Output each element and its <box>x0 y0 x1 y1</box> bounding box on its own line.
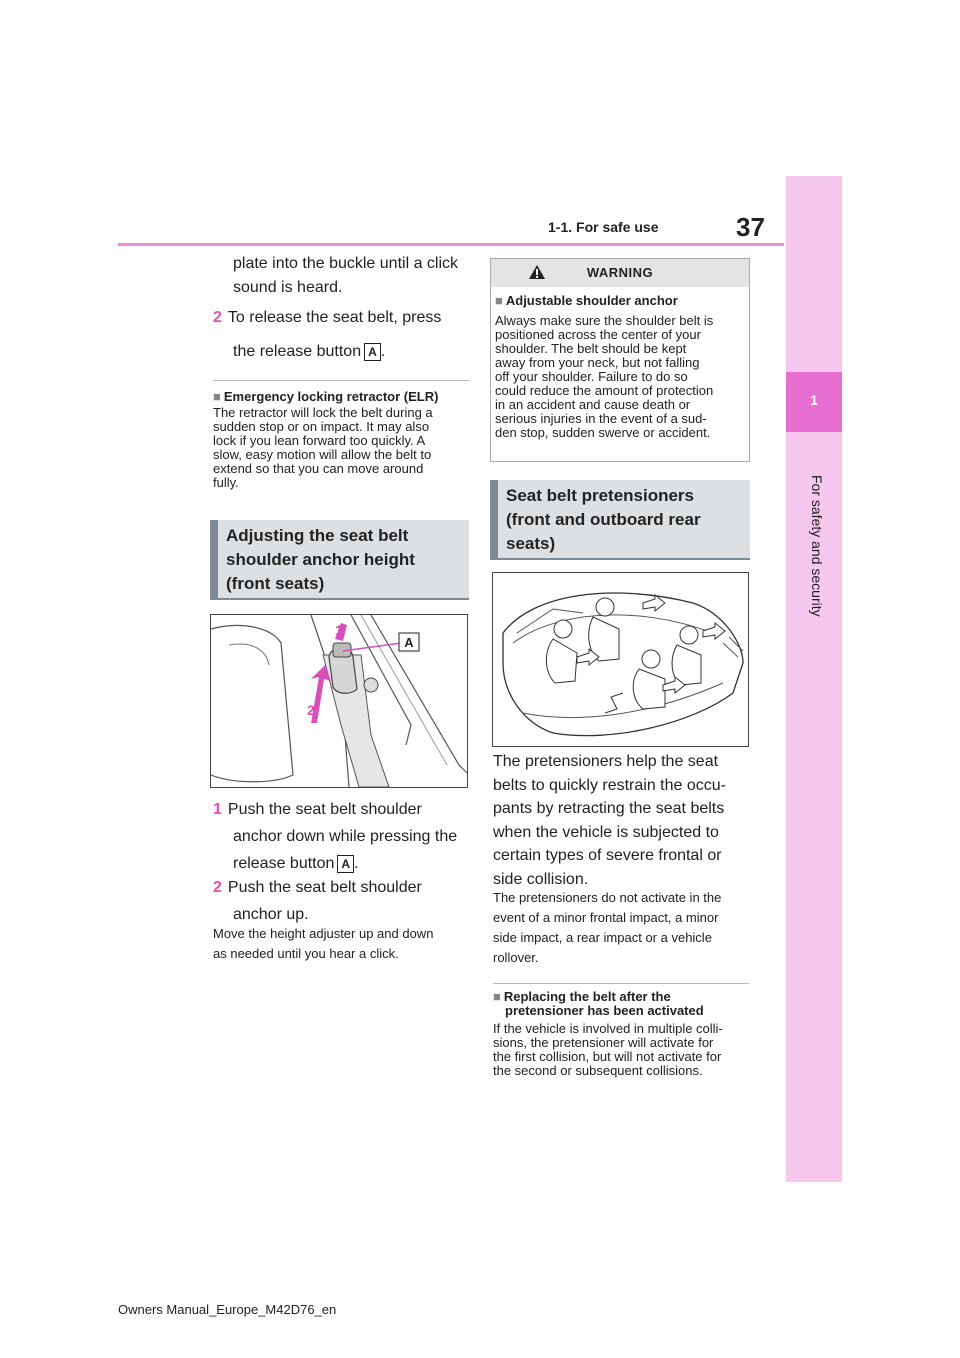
divider <box>213 380 469 381</box>
header-rule <box>118 243 784 246</box>
pretensioner-figure <box>492 572 749 747</box>
step-number: 1 <box>213 801 222 818</box>
footer-text: Owners Manual_Europe_M42D76_en <box>118 1302 337 1317</box>
anchor-figure <box>210 614 468 788</box>
anchor-illustration <box>211 615 467 787</box>
chapter-side-tab <box>786 176 842 1182</box>
fig-label-a: A <box>404 635 414 650</box>
chapter-label: For safety and security <box>809 475 825 617</box>
page-number: 37 <box>736 212 765 242</box>
section-title: 1-1. For safe use <box>548 219 659 235</box>
adjust-note: Move the height adjuster up and down as needed until you hear a click. <box>213 926 434 961</box>
step-continued: plate into the buckle until a click sound is heard. <box>233 255 459 296</box>
replace-text: If the vehicle is involved in multiple colli- sions, the pretensioner will activate for the first collision, but will not activate for the second or subsequent collisions. <box>493 1021 723 1078</box>
warning-subheading: ■ Adjustable shoulder anchor <box>495 293 678 308</box>
chapter-number: 1 <box>810 392 818 408</box>
warning-box <box>490 258 750 462</box>
elr-heading: ■ Emergency locking retractor (ELR) <box>213 389 439 404</box>
divider <box>493 983 749 984</box>
warning-text: Always make sure the shoulder belt is positioned across the center of your shoulder. The belt should be kept away from your neck, but not falling off your shoulder. Failure to do so could reduce the amount of protection in an accident and cause death or serious injuries in the event of a sud- den stop, sudden swerve or accident. <box>495 313 714 440</box>
step-release: 2 To release the seat belt, press the release button A . <box>213 309 442 360</box>
pretensioner-heading: Seat belt pretensioners (front and outboard rear seats) <box>490 480 750 560</box>
step-number: 2 <box>213 309 222 326</box>
label-a-box: A <box>337 855 354 873</box>
car-cutaway-illustration <box>493 573 748 746</box>
step-push-down: 1 Push the seat belt shoulder anchor down while pressing the release button A . <box>213 801 458 872</box>
pretensioner-text: The pretensioners help the seat belts to quickly restrain the occu- pants by retracting the seat belts when the vehicle is subjected to certain types of severe frontal or side collision. <box>493 753 726 888</box>
fig-label-2: 2 <box>307 702 315 718</box>
replace-heading: ■ Replacing the belt after the pretensioner has been activated <box>493 989 704 1018</box>
adjust-heading: Adjusting the seat belt shoulder anchor height (front seats) <box>210 520 469 600</box>
warning-title: WARNING <box>586 265 654 280</box>
label-a-box: A <box>364 343 381 361</box>
elr-text: The retractor will lock the belt during a sudden stop or on impact. It may also lock if you lean forward too quickly. A slow, easy motion will allow the belt to extend so that you can move around fully. <box>213 405 433 490</box>
step-push-up: 2 Push the seat belt shoulder anchor up. <box>213 879 422 923</box>
pretensioner-note: The pretensioners do not activate in the event of a minor frontal impact, a minor side impact, a rear impact or a vehicle rollover. <box>493 890 722 965</box>
fig-label-1: 1 <box>335 622 343 638</box>
step-number: 2 <box>213 879 222 896</box>
warning-header <box>491 259 749 287</box>
